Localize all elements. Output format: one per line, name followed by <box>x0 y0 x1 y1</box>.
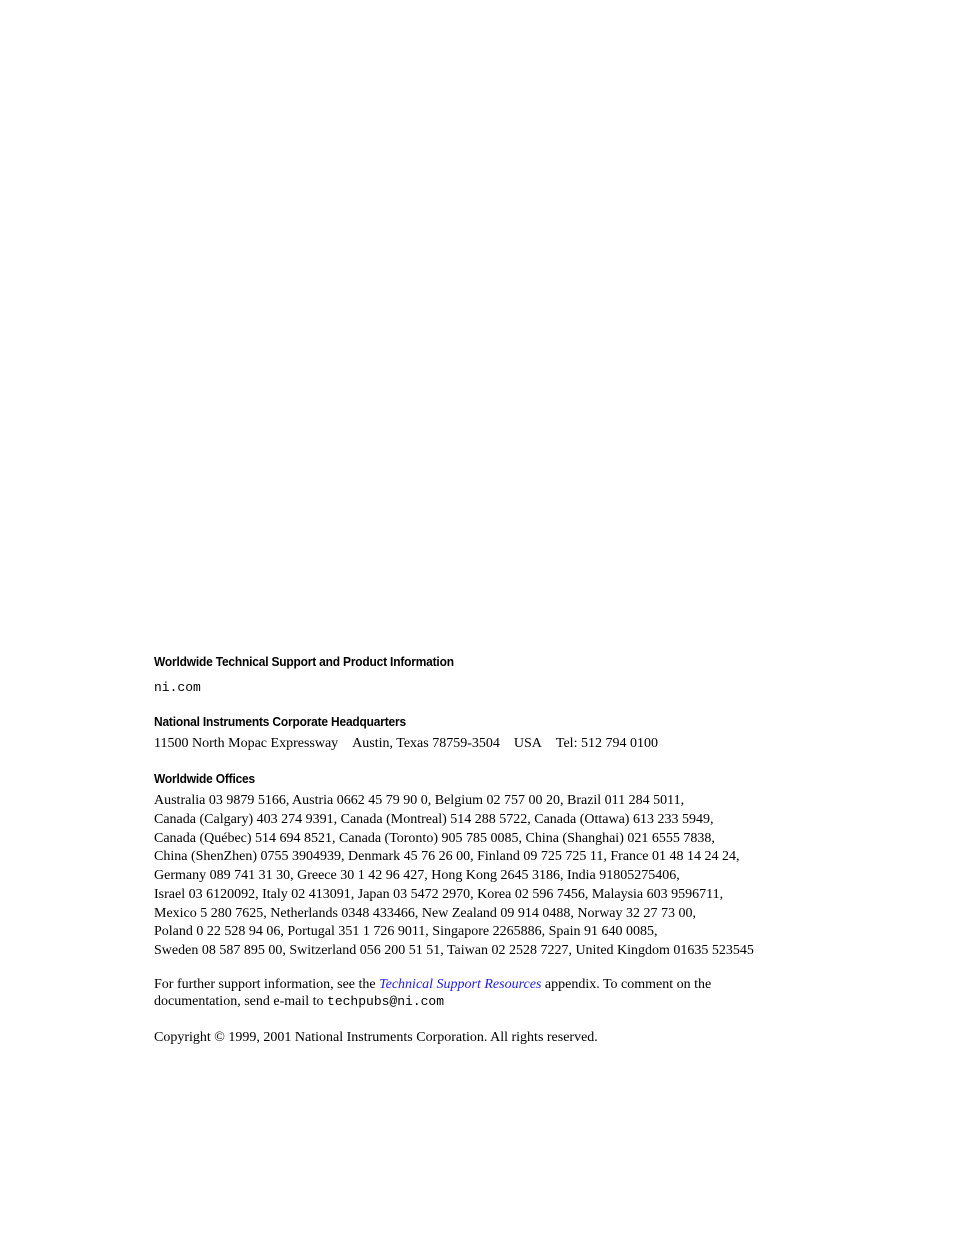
office-line: Canada (Calgary) 403 274 9391, Canada (Montreal) 514 288 5722, Canada (Ottawa) 613 233 5949, <box>154 811 714 827</box>
offices-heading: Worldwide Offices <box>154 771 255 786</box>
hq-city: Austin, Texas 78759-3504 <box>352 736 500 751</box>
support-text-line2: documentation, send e-mail to <box>154 994 328 1010</box>
office-line: Mexico 5 280 7625, Netherlands 0348 433466, New Zealand 09 914 0488, Norway 32 27 73 00, <box>154 905 697 921</box>
office-line: Poland 0 22 528 94 06, Portugal 351 1 726 9011, Singapore 2265886, Spain 91 640 0085, <box>154 924 658 940</box>
support-text-start: For further support information, see the <box>154 976 380 992</box>
further-support-paragraph <box>154 976 894 1011</box>
office-line: China (ShenZhen) 0755 3904939, Denmark 45 76 26 00, Finland 09 725 725 11, France 01 48 14 24 24, <box>154 849 740 865</box>
headquarters-contact <box>154 735 894 753</box>
hq-address: 11500 North Mopac Expressway <box>154 736 339 751</box>
headquarters-heading: National Instruments Corporate Headquarters <box>154 714 406 729</box>
support-text-middle: appendix. To comment on the <box>541 976 712 992</box>
copyright-notice: Copyright © 1999, 2001 National Instruments Corporation. All rights reserved. <box>154 1029 598 1045</box>
offices-list <box>154 792 894 961</box>
office-line: Australia 03 9879 5166, Austria 0662 45 79 90 0, Belgium 02 757 00 20, Brazil 011 284 5011, <box>154 793 685 808</box>
office-line: Germany 089 741 31 30, Greece 30 1 42 96 427, Hong Kong 2645 3186, India 91805275406, <box>154 868 680 883</box>
contact-information <box>154 652 894 1047</box>
hq-country: USA <box>513 736 542 751</box>
office-line: Sweden 08 587 895 00, Switzerland 056 200 51 51, Taiwan 02 2528 7227, United Kingdom 01635 523545 <box>154 943 754 958</box>
office-line: Israel 03 6120092, Italy 02 413091, Japan 03 5472 2970, Korea 02 596 7456, Malaysia 603 9596711, <box>154 886 724 902</box>
website-link[interactable]: ni.com <box>154 680 201 695</box>
technical-support-resources-link[interactable]: Technical Support Resources <box>379 976 542 992</box>
email-link[interactable]: techpubs@ni.com <box>327 994 445 1010</box>
office-line: Canada (Québec) 514 694 8521, Canada (Toronto) 905 785 0085, China (Shanghai) 021 6555 7838, <box>154 830 715 846</box>
hq-phone: Tel: 512 794 0100 <box>555 736 658 751</box>
support-heading: Worldwide Technical Support and Product Information <box>154 654 454 669</box>
